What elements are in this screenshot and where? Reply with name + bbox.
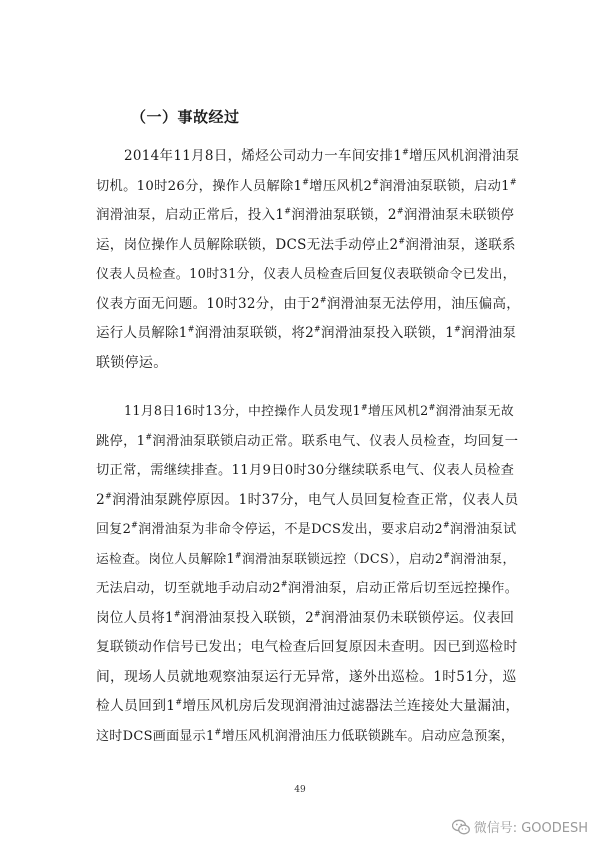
- paragraph-line: 仪表方面无问题。10时32分，由于2#润滑油泵无法停用，油压偏高，: [96, 295, 521, 312]
- paragraph-line: 复联锁动作信号已发出；电气检查后回复原因未查明。因已到巡检时: [96, 639, 518, 655]
- page-number: 49: [294, 785, 306, 795]
- paragraph-line: 11月8日16时13分，中控操作人员发现1#增压风机2#润滑油泵无故: [124, 402, 514, 419]
- watermark-text: 微信号: GOODESH: [473, 821, 588, 836]
- paragraph-line: 岗位人员将1#润滑油泵投入联锁，2#润滑油泵仍未联锁停运。仪表回: [96, 609, 515, 626]
- wechat-icon: [452, 819, 470, 835]
- paragraph-line: 仪表人员检查。10时31分，仪表人员检查后回复仪表联锁命令已发出，: [96, 267, 516, 282]
- paragraph-1: [96, 142, 520, 378]
- paragraph-line: 无法启动，切至就地手动启动2#润滑油泵，启动正常后切至远控操作。: [96, 579, 519, 596]
- section-heading: （一）事故经过: [131, 108, 240, 126]
- paragraph-line: 跳停，1#润滑油泵联锁启动正常。联系电气、仪表人员检查，均回复一: [96, 432, 519, 449]
- paragraph-line: 润滑油泵，启动正常后，投入1#润滑油泵联锁，2#润滑油泵未联锁停: [96, 206, 515, 223]
- paragraph-line: 运行人员解除1#润滑油泵联锁，将2#润滑油泵投入联锁，1#润滑油泵: [96, 324, 517, 341]
- paragraph-line: 间，现场人员就地观察油泵运行无异常，遂外出巡检。1时51分，巡: [96, 668, 517, 685]
- paragraph-line: 2014年11月8日，烯烃公司动力一车间安排1#增压风机润滑油泵: [124, 147, 520, 164]
- paragraph-line: 这时DCS画面显示1#增压风机润滑油压力低联锁跳车。启动应急预案，: [96, 727, 515, 744]
- paragraph-line: 切正常，需继续排查。11月9日0时30分继续联系电气、仪表人员检查: [96, 463, 515, 478]
- paragraph-2: [96, 397, 520, 751]
- paragraph-line: 2#润滑油泵跳停原因。1时37分，电气人员回复检查正常，仪表人员: [96, 490, 519, 508]
- paragraph-line: 运检查。岗位人员解除1#润滑油泵联锁远控（DCS），启动2#润滑油泵，: [96, 550, 516, 567]
- paragraph-line: 运，岗位操作人员解除联锁，DCS无法手动停止2#润滑油泵，遂联系: [96, 236, 516, 253]
- paragraph-line: 联锁停运。: [96, 354, 168, 371]
- paragraph-line: 切机。10时26分，操作人员解除1#增压风机2#润滑油泵联锁，启动1#: [96, 177, 517, 194]
- wechat-watermark: [452, 817, 588, 836]
- paragraph-line: 检人员回到1#增压风机房后发现润滑油过滤器法兰连接处大量漏油，: [96, 697, 520, 714]
- paragraph-line: 回复2#润滑油泵为非命令停运，不是DCS发出，要求启动2#润滑油泵试: [96, 520, 517, 537]
